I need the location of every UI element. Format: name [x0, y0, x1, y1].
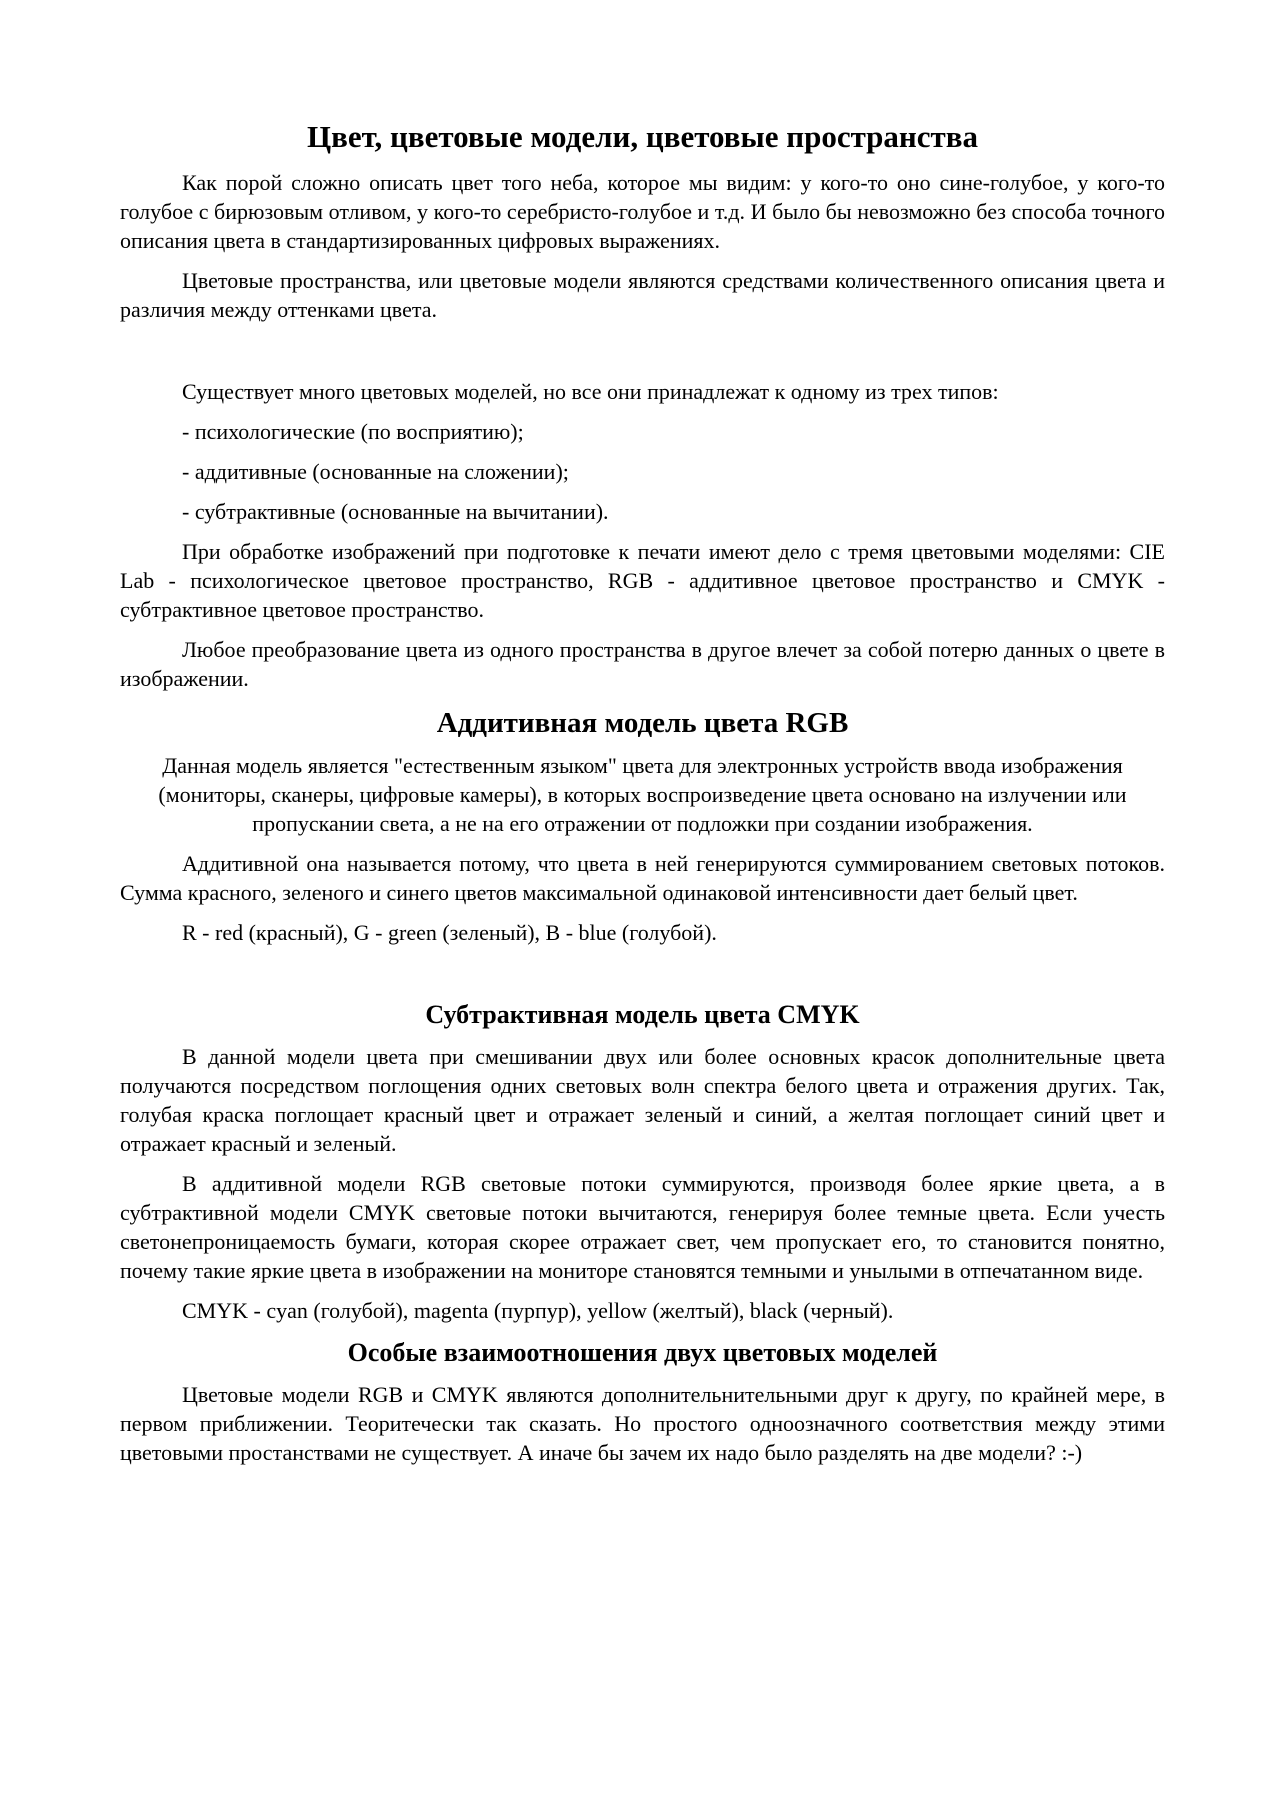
intro-paragraph-3: Существует много цветовых моделей, но все они принадлежат к одному из трех типов: — [182, 379, 999, 404]
intro-paragraph-2: Цветовые пространства, или цветовые модели являются средствами количественного описания цвета и различия между оттенками цвета. — [120, 268, 1165, 322]
relations-paragraph-1: Цветовые модели RGB и CMYK являются дополнительнительными друг к другу, по крайней мере, в первом приближении. Теоритечески так сказать. Но простого одноозначного соответствия между этими цветовыми простанствами не существует. А иначе бы зачем их надо было разделять на две модели? :-) — [120, 1382, 1165, 1465]
document-page — [120, 118, 1165, 1478]
rgb-paragraph-2: Аддитивной она называется потому, что цвета в ней генерируются суммированием световых потоков. Сумма красного, зеленого и синего цветов максимальной одинаковой интенсивности дает белый цвет. — [120, 851, 1165, 905]
cmyk-heading: Субтрактивная модель цвета CMYK — [425, 1000, 860, 1029]
intro-paragraph-5: Любое преобразование цвета из одного пространства в другое влечет за собой потерю данных о цвете в изображении. — [120, 637, 1165, 691]
list-item-psychological: - психологические (по восприятию); — [182, 419, 524, 444]
intro-paragraph-4: При обработке изображений при подготовке к печати имеют дело с тремя цветовыми моделями: CIE Lab - психологическое цветовое пространство, RGB - аддитивное цветовое пространство и CMYK - субтрактивное цветовое пространство. — [120, 539, 1165, 622]
spacer — [120, 958, 1165, 998]
cmyk-paragraph-1: В данной модели цвета при смешивании двух или более основных красок дополнительные цвета получаются посредством поглощения одних световых волн спектра белого цвета и отражения других. Так, голубая краска поглощает красный цвет и отражает зеленый и синий, а желтая поглощает синий цвет и отражает красный и зеленый. — [120, 1044, 1165, 1156]
intro-paragraph-1: Как порой сложно описать цвет того неба, которое мы видим: у кого-то оно сине-голубое, у кого-то голубое с бирюзовым отливом, у кого-то серебристо-голубое и т.д. И было бы невозможно без способа точного описания цвета в стандартизированных цифровых выражениях. — [120, 170, 1165, 253]
cmyk-paragraph-2: В аддитивной модели RGB световые потоки суммируются, производя более яркие цвета, а в субтрактивной модели CMYK световые потоки вычитаются, генерируя более темные цвета. Если учесть светонепроницаемость бумаги, которая скорее отражает свет, чем пропускает его, то становится понятно, почему такие яркие цвета в изображении на мониторе становятся темными и унылыми в отпечатанном виде. — [120, 1171, 1165, 1283]
page-title: Цвет, цветовые модели, цветовые пространства — [306, 119, 979, 154]
spacer — [120, 335, 1165, 377]
rgb-paragraph-3: R - red (красный), G - green (зеленый), B - blue (голубой). — [182, 920, 717, 945]
cmyk-paragraph-3: CMYK - cyan (голубой), magenta (пурпур), yellow (желтый), black (черный). — [182, 1298, 894, 1323]
list-item-subtractive: - субтрактивные (основанные на вычитании). — [182, 499, 609, 524]
rgb-heading: Аддитивная модель цвета RGB — [436, 707, 849, 739]
rgb-paragraph-1: Данная модель является "естественным языком" цвета для электронных устройств ввода изображения (мониторы, сканеры, цифровые камеры), в которых воспроизведение цвета основано на излучении или пропускании света, а не на его отражении от подложки при создании изображения. — [158, 753, 1127, 836]
list-item-additive: - аддитивные (основанные на сложении); — [182, 459, 569, 484]
relations-heading: Особые взаимоотношения двух цветовых моделей — [347, 1338, 938, 1367]
